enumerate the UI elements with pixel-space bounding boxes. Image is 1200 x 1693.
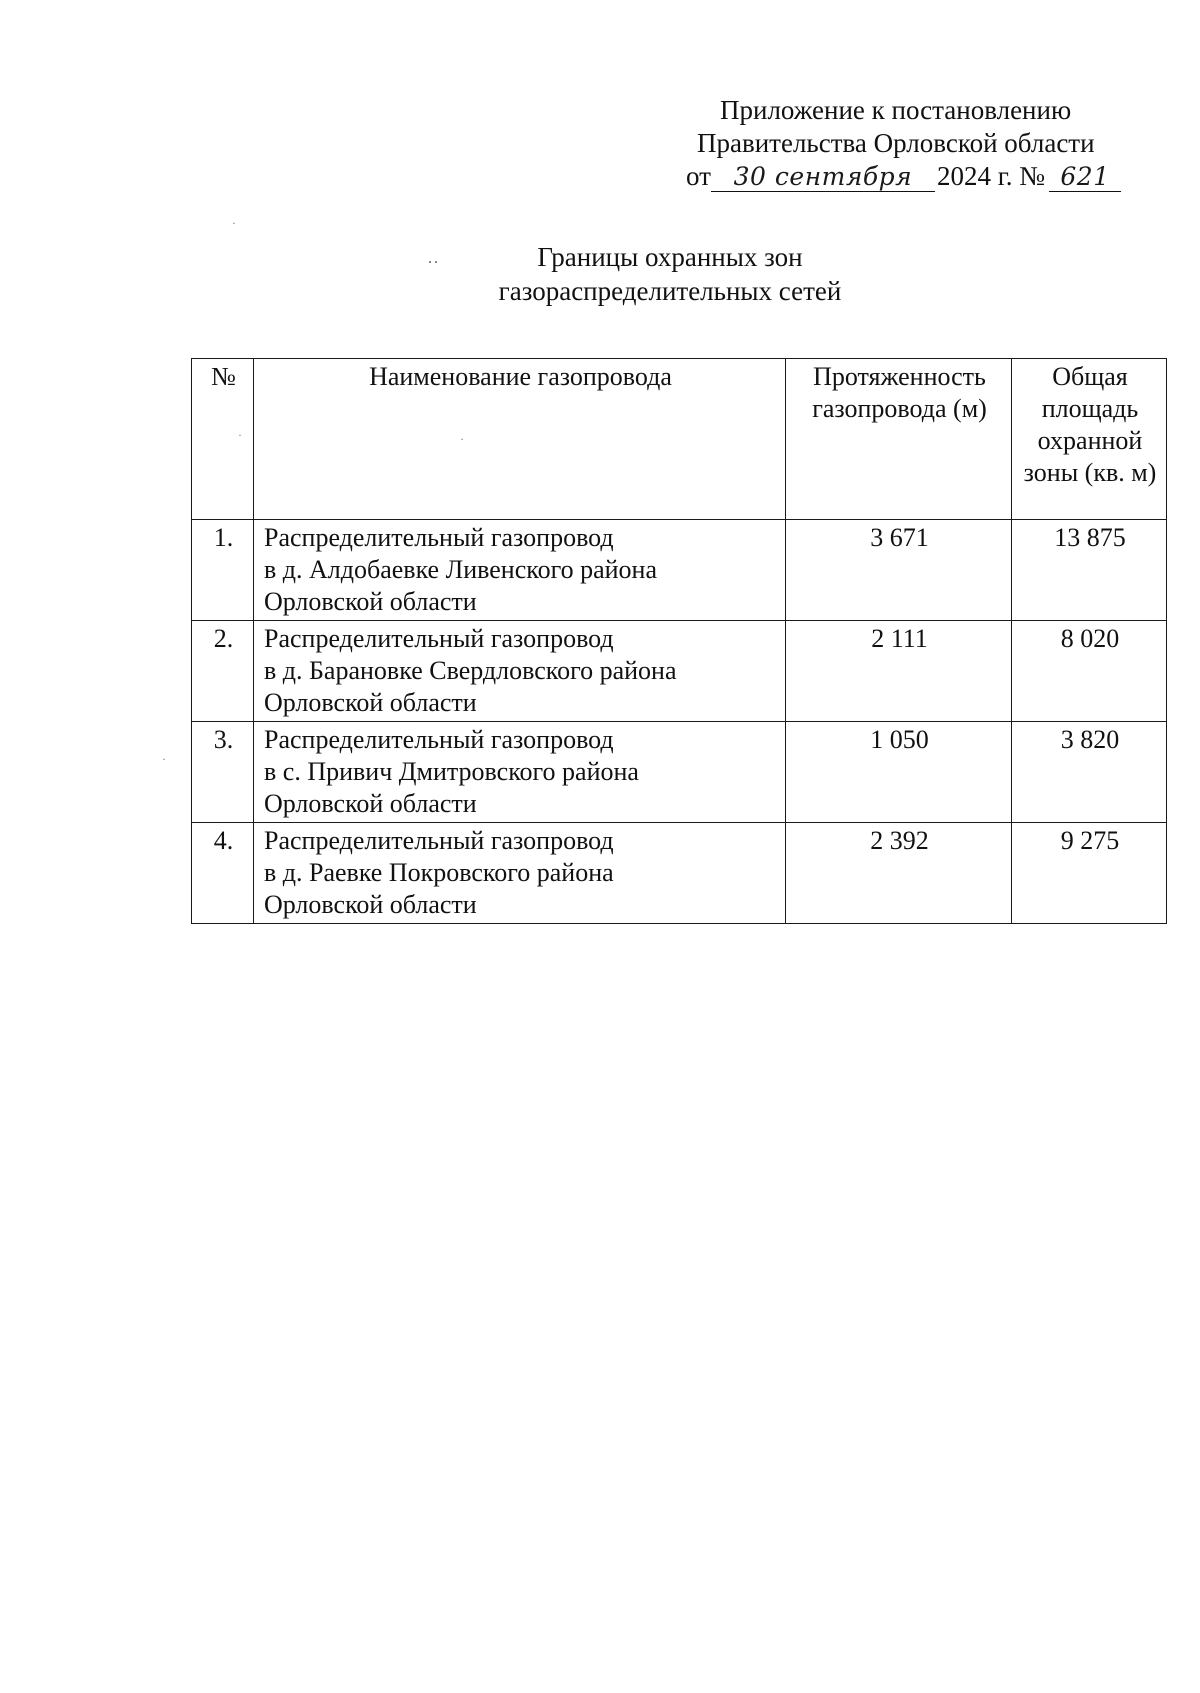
table-row — [192, 520, 1167, 621]
pipeline-name-line: Орловской области — [264, 789, 477, 818]
pipeline-name-line: Распределительный газопровод — [264, 826, 614, 855]
pipeline-name-line: Распределительный газопровод — [264, 624, 614, 653]
protection-zones-table — [191, 358, 1167, 924]
pipeline-name-line: Распределительный газопровод — [264, 725, 614, 754]
column-header-length: Протяженность газопровода (м) — [786, 359, 1012, 520]
handwritten-number: 621 — [1049, 163, 1121, 192]
zone-area: 13 875 — [1012, 520, 1167, 621]
title-line-1: Границы охранных зон — [537, 242, 803, 272]
pipeline-length: 2 111 — [786, 621, 1012, 722]
pipeline-name — [254, 722, 786, 823]
pipeline-length: 2 392 — [786, 823, 1012, 924]
table-header-row — [192, 359, 1167, 520]
row-number: 1. — [192, 520, 254, 621]
pipeline-length: 3 671 — [786, 520, 1012, 621]
header-line-appendix: Приложение к постановлению — [720, 95, 1072, 125]
table-row — [192, 722, 1167, 823]
zone-area: 9 275 — [1012, 823, 1167, 924]
row-number: 4. — [192, 823, 254, 924]
header-line-date — [640, 160, 1120, 193]
pipeline-name — [254, 823, 786, 924]
scan-speck: · — [238, 428, 242, 442]
column-header-number: № — [192, 359, 254, 520]
pipeline-name-line: в д. Раевке Покровского района — [264, 858, 614, 887]
table-row — [192, 621, 1167, 722]
date-prefix: от — [686, 161, 711, 191]
handwritten-date: 30 сентября — [711, 163, 935, 192]
scan-speck: · — [460, 432, 464, 446]
column-header-area: Общая площадь охранной зоны (кв. м) — [1012, 359, 1167, 520]
header-line-government: Правительства Орловской области — [697, 128, 1095, 158]
row-number: 3. — [192, 722, 254, 823]
pipeline-name-line: Орловской области — [264, 587, 477, 616]
zone-area: 8 020 — [1012, 621, 1167, 722]
pipeline-name-line: в д. Алдобаевке Ливенского района — [264, 555, 657, 584]
pipeline-name — [254, 520, 786, 621]
pipeline-name-line: в с. Привич Дмитровского района — [264, 757, 639, 786]
title-line-2: газораспределительных сетей — [498, 276, 842, 306]
row-number: 2. — [192, 621, 254, 722]
pipeline-name — [254, 621, 786, 722]
pipeline-name-line: Распределительный газопровод — [264, 523, 614, 552]
year-text: 2024 г. № — [936, 161, 1045, 191]
column-header-name: Наименование газопровода — [254, 359, 786, 520]
pipeline-name-line: Орловской области — [264, 890, 477, 919]
scan-speck: · — [232, 216, 236, 230]
scan-dots: .. — [428, 250, 440, 267]
document-header — [640, 94, 1120, 193]
pipeline-length: 1 050 — [786, 722, 1012, 823]
zone-area: 3 820 — [1012, 722, 1167, 823]
pipeline-name-line: Орловской области — [264, 688, 477, 717]
scan-speck: · — [162, 752, 166, 766]
pipeline-name-line: в д. Барановке Свердловского района — [264, 656, 677, 685]
table-row — [192, 823, 1167, 924]
document-title — [380, 240, 960, 308]
